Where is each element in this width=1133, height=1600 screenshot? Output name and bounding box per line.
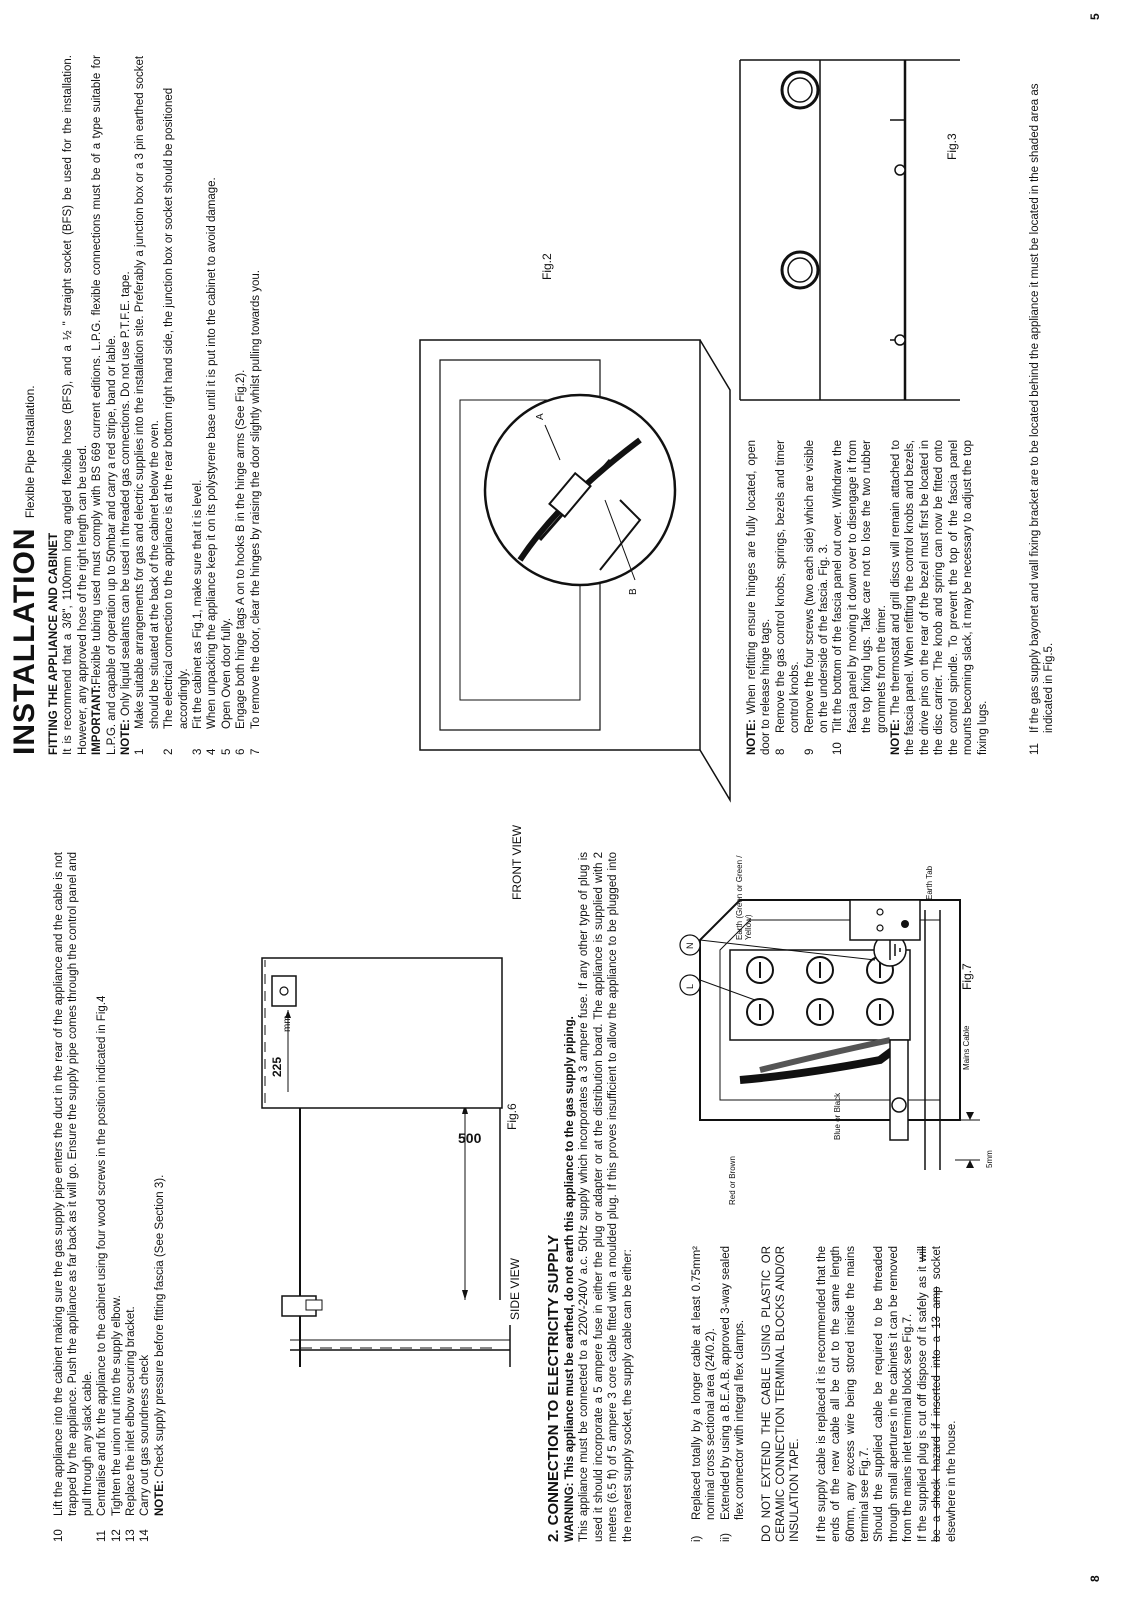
- front-view-label: FRONT VIEW: [510, 824, 524, 900]
- note: NOTE: Check supply pressure before fitting fascia (See Section 3).: [153, 1174, 166, 1516]
- list-item: 4 When unpacking the appliance keep it on its polystyrene base until it is put into the cabinet to avoid damage.: [206, 177, 219, 755]
- fig3-caption: Fig.3: [945, 133, 959, 160]
- paragraph: Should the supplied cable be required to be threaded through small apertures in the cabinets it can be removed from the mains inlet terminal block see Fig.7.: [873, 1246, 915, 1542]
- paragraph: If the supply cable is replaced it is recommended that the ends of the new cable all be cut to the same length 60mm, any excess wire being stored inside the mains terminal see Fig.7.: [815, 1246, 872, 1542]
- list-item: 5 Open Oven door fully.: [220, 617, 233, 755]
- list-item: ii) Extended by using a B.E.A.B. approved 3-way sealed flex connector with integral flex clamps.: [719, 1246, 747, 1542]
- list-item: 3 Fit the cabinet as Fig.1, make sure that it is level.: [192, 479, 205, 755]
- list-item: 2 The electrical connection to the appliance is at the rear bottom right hand side, the junction box or socket should be positioned accordingly.: [163, 87, 190, 755]
- fig6-caption: Fig.6: [505, 1103, 519, 1130]
- page-number-right: 5: [1088, 13, 1102, 20]
- list-item: 13 Replace the inlet elbow securing bracket.: [125, 1306, 138, 1542]
- list-item: 11 If the gas supply bayonet and wall fixing bracket are to be located behind the appliance it must be located in the shaded area as indicated in Fig.5.: [1029, 83, 1056, 755]
- note: NOTE: The thermostat and grill discs will remain attached to the fascia panel. When refitting the control knobs and bezels, the drive pins on the rear of the bezel must first be located in the disc carrier. The knob and spring can now be fitted onto the control spindle. To prevent the top of the fascia panel mounts becoming slack, it may be necessary to adjust the top fixing lugs.: [890, 440, 989, 755]
- list-item: 8 Remove the gas control knobs, springs, bezels and timer control knobs.: [774, 440, 802, 755]
- neutral-terminal-label: N: [685, 942, 695, 949]
- earth-tab-label: Earth Tab: [925, 865, 934, 900]
- dim-mm: mm: [282, 1015, 293, 1032]
- list-item: 10 Lift the appliance into the cabinet making sure the gas supply pipe enters the duct in the rear of the appliance and the cable is not trapped by the appliance. Push the appliance as far back as it will go. Ensure the supply pipe comes through the control panel and pull through any slack cable.: [53, 852, 94, 1542]
- right-step-11: [1028, 55, 1057, 755]
- paragraph: If the supplied plug is cut off dispose of it safely as it will be a shock hazard if inserted into a 13 amp socket elsewhere in the house.: [916, 1246, 958, 1542]
- red-wire-label: Red or Brown: [728, 1156, 737, 1205]
- list-item: 11 Centralise and fix the appliance to the cabinet using four wood screws in the position indicated in Fig.4: [96, 995, 109, 1542]
- page-number-left: 8: [1088, 1575, 1102, 1582]
- caution-text: DO NOT EXTEND THE CABLE USING PLASTIC OR CERAMIC CONNECTION TERMINAL BLOCKS AND/OR INSULATION TAPE.: [760, 1246, 802, 1542]
- note: NOTE: When refitting ensure hinges are fully located, open door to release hinge tags.: [746, 440, 773, 755]
- list-item: i) Replaced totally by a longer cable at least 0.75mm² nominal cross sectional area (24/0.2).: [691, 1246, 718, 1542]
- section-2-title: 2. CONNECTION TO ELECTRICITY SUPPLY: [545, 1234, 562, 1542]
- list-item: 9 Remove the four screws (two each side) which are visible on the underside of the fascia. Fig. 3.: [803, 440, 831, 755]
- list-item: 10 Tilt the bottom of the fascia panel out over. Withdraw the fascia panel by moving it down over to disengage it from the top fixing lugs. Take care not to lose the two rubber grommets from the timer.: [832, 440, 888, 755]
- warning-text: WARNING: This appliance must be earthed, do not earth this appliance to the gas supply piping.: [564, 1016, 576, 1542]
- fig2-label-a: A: [535, 413, 546, 420]
- blue-wire-label: Blue or Black: [833, 1092, 842, 1140]
- paragraph: IMPORTANT:Flexible tubing used must comply with BS 669 current editions. L.P.G. flexible connections must be of a type suitable for L.P.G. and capable of operation up to 50mbar and carry a red stripe, band or lable.: [91, 55, 118, 755]
- earth-label: Earth (Green or Green / Yellow): [735, 855, 753, 940]
- installation-title: INSTALLATION Flexible Pipe Installation.: [8, 385, 41, 755]
- list-item: 14 Carry out gas soundness check: [139, 1354, 152, 1542]
- five-mm-label: 5mm: [985, 1150, 994, 1168]
- side-view-label: SIDE VIEW: [508, 1257, 522, 1320]
- fig7-caption: Fig.7: [960, 963, 974, 990]
- list-item: 12 Tighten the union nut into the supply elbow.: [110, 1295, 123, 1542]
- mains-cable-label: Mains Cable: [962, 1025, 971, 1070]
- note: NOTE: Only liquid sealants can be used in threaded gas connections. Do not use P.T.F.E. tape.: [120, 271, 133, 755]
- list-item: 7 To remove the door, clear the hinges by raising the door slightly whilst pulling towards you.: [249, 270, 262, 755]
- list-item: 1 Make suitable arrangements for gas and electric supplies into the installation site. Preferably a junction box or a 3 pin earthed socket should be situated at the back of the cabinet below the oven.: [134, 55, 161, 755]
- paragraph: It is recommend that a 3/8", 1100mm long angled flexible hose (BFS), and a ½ " straight socket (BFS) be used for the installation. However, any approved hose of the right length can be used.: [62, 54, 89, 755]
- paragraph: This appliance must be connected to a 220V-240V a.c. 50Hz supply which incorporates a 3 ampere fuse. If any other type of plug is used it should incorporate a 5 ampere fuse in either the plug or adapter or at the distribution board. The appliance is supplied with 2 meters (6.5 ft) of 5 ampere 3 core cable fitted with a moulded plug. If this proves insufficient to allow the appliance to be plugged into the nearest supply socket, the supply cable can be either:: [578, 852, 634, 1542]
- fig2-caption: Fig.2: [540, 253, 554, 280]
- list-item: 6 Engage both hinge tags A on to hooks B in the hinge arms (See Fig.2).: [235, 369, 248, 755]
- fig2-label-b: B: [628, 588, 639, 595]
- subhead: FITTING THE APPLIANCE AND CABINET: [48, 532, 60, 755]
- dim-225: 225: [270, 1056, 284, 1077]
- dim-500: 500: [458, 1130, 482, 1146]
- live-terminal-label: L: [685, 983, 695, 989]
